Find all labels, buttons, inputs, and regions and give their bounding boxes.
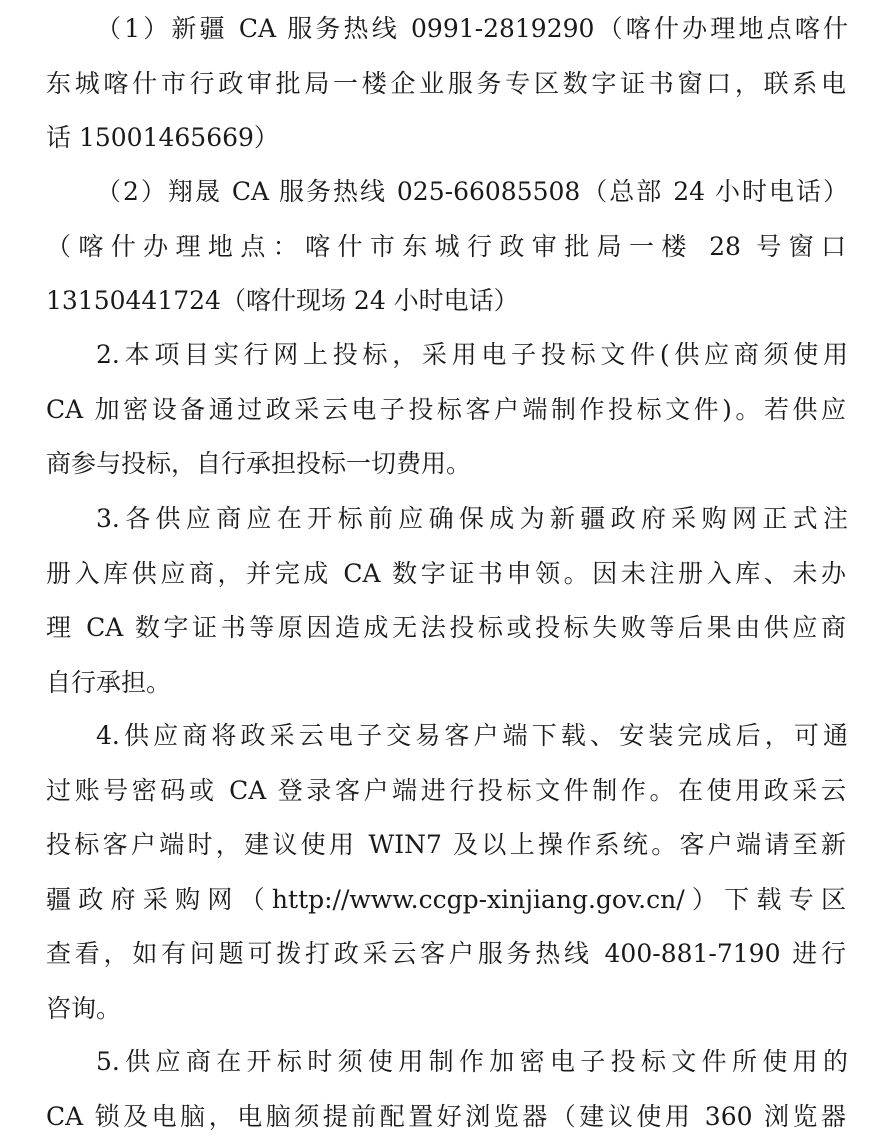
paragraph-item-5-opening [0, 1035, 848, 1144]
text-line: 册入库供应商，并完成 CA 数字证书申领。因未注册入库、未办 [46, 547, 846, 602]
text-line: 5.供应商在开标时须使用制作加密电子投标文件所使用的 [96, 1035, 848, 1090]
text-line: 2.本项目实行网上投标，采用电子投标文件(供应商须使用 [96, 328, 848, 383]
paragraph-hotline-xiangsheng-ca [0, 165, 848, 329]
text-line: CA 加密设备通过政采云电子投标客户端制作投标文件)。若供应 [46, 383, 846, 438]
paragraph-item-3-registration [0, 492, 848, 710]
text-line: 投标客户端时，建议使用 WIN7 及以上操作系统。客户端请至新 [46, 818, 846, 873]
text-line: 疆政府采购网（http://www.ccgp-xinjiang.gov.cn/）下载专区 [46, 873, 846, 928]
text-line: 查看，如有问题可拨打政采云客户服务热线 400-881-7190 进行 [46, 927, 846, 982]
text-line: （喀什办理地点：喀什市东城行政审批局一楼 28 号窗口 [46, 220, 846, 275]
text-line: 商参与投标，自行承担投标一切费用。 [46, 437, 846, 492]
paragraph-hotline-xinjiang-ca [0, 2, 848, 166]
text-line: 3.各供应商应在开标前应确保成为新疆政府采购网正式注 [96, 492, 848, 547]
paragraph-item-2-online-bidding [0, 328, 848, 492]
text-line: 过账号密码或 CA 登录客户端进行投标文件制作。在使用政采云 [46, 764, 846, 819]
text-line: 咨询。 [46, 982, 846, 1037]
text-line: 东城喀什市行政审批局一楼企业服务专区数字证书窗口，联系电 [46, 57, 846, 112]
text-line: （1）新疆 CA 服务热线 0991-2819290（喀什办理地点喀什 [96, 2, 848, 57]
paragraph-item-4-client [0, 709, 848, 1036]
text-line: （2）翔晟 CA 服务热线 025-66085508（总部 24 小时电话） [96, 165, 848, 220]
text-line: 话 15001465669） [46, 111, 846, 166]
text-line: 13150441724（喀什现场 24 小时电话） [46, 274, 846, 329]
text-line: CA 锁及电脑，电脑须提前配置好浏览器（建议使用 360 浏览器 [46, 1090, 846, 1144]
text-line: 理 CA 数字证书等原因造成无法投标或投标失败等后果由供应商 [46, 601, 846, 656]
text-line: 自行承担。 [46, 656, 846, 711]
text-line: 4.供应商将政采云电子交易客户端下载、安装完成后，可通 [96, 709, 848, 764]
